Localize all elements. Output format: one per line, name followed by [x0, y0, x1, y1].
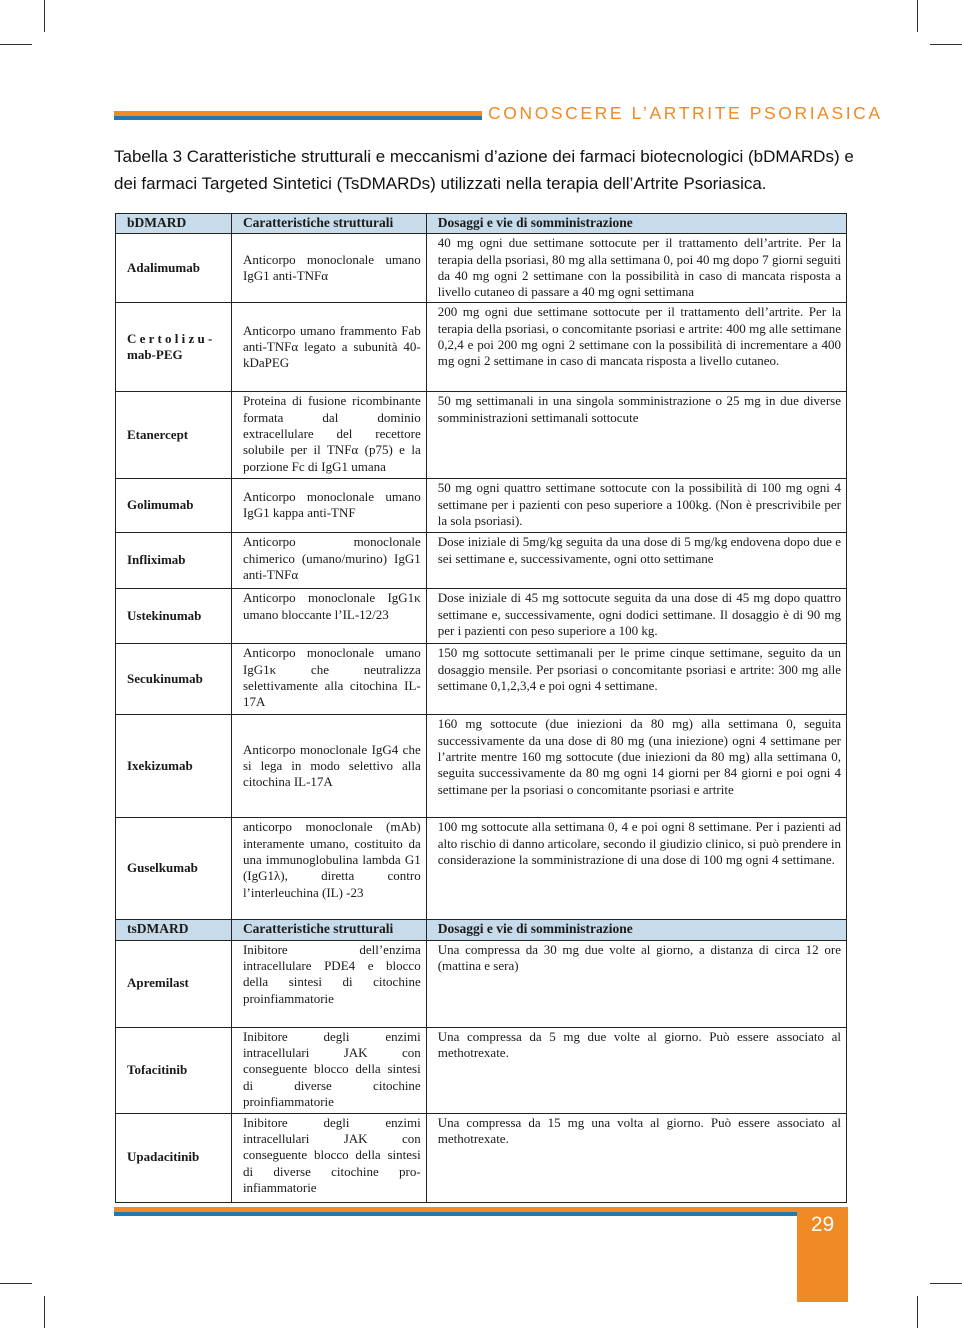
tsdmard-header-dosage: Dosaggi e vie di somministrazione: [426, 920, 846, 940]
structure-cell: Anticorpo monoclonale IgG4 che si lega in modo selettivo alla citochina IL-17A: [231, 715, 426, 818]
crop-mark: [44, 0, 45, 32]
structure-cell: Anticorpo monoclonale chimerico (umano/murino) IgG1 anti-TNFα: [231, 533, 426, 589]
drug-name: Secukinumab: [116, 644, 232, 715]
drug-name: Upadacitinib: [116, 1113, 232, 1202]
tsdmard-row: [116, 1027, 847, 1113]
drug-name: Apremilast: [116, 940, 232, 1027]
drug-name: C e r t o l i z u - mab-PEG: [116, 303, 232, 392]
structure-cell: Anticorpo monoclonale umano IgG1 kappa anti-TNF: [231, 479, 426, 533]
bdmard-row: [116, 303, 847, 392]
page-number-box: [797, 1207, 848, 1302]
crop-mark: [917, 1296, 918, 1328]
bdmard-row: [116, 589, 847, 644]
bdmard-header-dosage: Dosaggi e vie di somministrazione: [426, 214, 846, 234]
structure-cell: Anticorpo monoclonale umano IgG1κ che neutralizza selettivamente alla citochina IL-17A: [231, 644, 426, 715]
drug-name: Infliximab: [116, 533, 232, 589]
tsdmard-header-row: [116, 920, 847, 940]
header-rule: [114, 111, 482, 120]
structure-cell: Anticorpo monoclonale umano IgG1 anti-TNFα: [231, 234, 426, 303]
bdmard-header-first: bDMARD: [116, 214, 232, 234]
bdmard-row: [116, 533, 847, 589]
bdmard-row: [116, 644, 847, 715]
structure-cell: Proteina di fusione ricombinante formata dal dominio extracellulare del recettore solubile per il TNFα (p75) e la porzione Fc di IgG1 umana: [231, 392, 426, 479]
tsdmard-row: [116, 940, 847, 1027]
running-header: CONOSCERE L’ARTRITE PSORIASICA: [488, 103, 883, 123]
crop-mark: [44, 1296, 45, 1328]
drug-name: Golimumab: [116, 479, 232, 533]
crop-mark: [0, 44, 32, 45]
bdmard-row: [116, 392, 847, 479]
dosage-cell: 100 mg sottocute alla settimana 0, 4 e poi ogni 8 settimane. Per i pazienti ad alto rischio di danno articolare, secondo il giudizio clinico, si può prendere in considerazione la somministrazione di una dose di 100 mg ogni 4 settimane.: [426, 818, 846, 920]
drug-name: Etanercept: [116, 392, 232, 479]
footer-rule: [114, 1207, 797, 1216]
structure-cell: Anticorpo monoclonale IgG1κ umano bloccante l’IL-12/23: [231, 589, 426, 644]
bdmard-row: [116, 234, 847, 303]
tsdmard-header-first: tsDMARD: [116, 920, 232, 940]
dosage-cell: 40 mg ogni due settimane sottocute per il trattamento dell’artrite. Per la terapia della psoriasi, 80 mg alla settimana 0, poi 40 mg dopo 7 giorni seguiti da 40 mg ogni 2 settimane con la possibilità in caso di mancata risposta a livello cutaneo di passare a 40 mg ogni settimana: [426, 234, 846, 303]
structure-cell: Anticorpo umano frammento Fab anti-TNFα legato a subunità 40-kDaPEG: [231, 303, 426, 392]
crop-mark: [930, 44, 962, 45]
tsdmard-header-structure: Caratteristiche strutturali: [231, 920, 426, 940]
drug-name: Guselkumab: [116, 818, 232, 920]
dosage-cell: 200 mg ogni due settimane sottocute per il trattamento dell’artrite. Per la terapia della psoriasi, o concomitante psoriasi e artrite: 400 mg alle settimane 0,2,4 e poi 200 mg ogni 2 settimane con la possibilità di incrementare a 400 mg ogni 2 settimane in caso di mancata risposta a livello cutaneo.: [426, 303, 846, 392]
crop-mark: [0, 1283, 32, 1284]
bdmard-row: [116, 715, 847, 818]
structure-cell: anticorpo monoclonale (mAb) interamente umano, costituito da una immunoglobulina lambda G1 (IgG1λ), diretta contro l’interleuchina (IL) -23: [231, 818, 426, 920]
dosage-cell: Dose iniziale di 45 mg sottocute seguita da una dose di 45 mg dopo quattro settimane e, successivamente, ogni dodici settimane. Il dosaggio è di 90 mg per i pazienti con peso superiore a 100 kg.: [426, 589, 846, 644]
dosage-cell: Una compressa da 5 mg due volte al giorno. Può essere associato al methotrexate.: [426, 1027, 846, 1113]
dosage-cell: Una compressa da 15 mg una volta al giorno. Può essere associato al methotrexate.: [426, 1113, 846, 1202]
crop-mark: [917, 0, 918, 32]
structure-cell: Inibitore degli enzimi intracellulari JAK con conseguente blocco della sintesi di diverse citochine proinfiammatorie: [231, 1027, 426, 1113]
dosage-cell: 50 mg ogni quattro settimane sottocute con la possibilità di 100 mg ogni 4 settimane per i pazienti con peso superiore a 100kg. (Non è prescrivibile per la sola psoriasi).: [426, 479, 846, 533]
drug-name: Adalimumab: [116, 234, 232, 303]
drug-table: [115, 213, 847, 1203]
drug-name: Ustekinumab: [116, 589, 232, 644]
crop-mark: [930, 1283, 962, 1284]
table-caption: Tabella 3 Caratteristiche strutturali e meccanismi d’azione dei farmaci biotecnologici (bDMARDs) e dei farmaci Targeted Sintetici (TsDMARDs) utilizzati nella terapia dell’Artrite Psoriasica.: [114, 147, 854, 193]
drug-name: Ixekizumab: [116, 715, 232, 818]
structure-cell: Inibitore dell’enzima intracellulare PDE4 e blocco della sintesi di citochine proinfiammatorie: [231, 940, 426, 1027]
dosage-cell: 160 mg sottocute (due iniezioni da 80 mg) alla settimana 0, seguita successivamente da una dose di 80 mg (una iniezione) ogni 4 settimane per l’artrite mentre 160 mg sottocute (due iniezioni da 80 mg) alla settimana 0, seguita successivamente da 80 mg ogni 14 giorni per 84 giorni e poi ogni 4 settimane per la psoriasi o concomitante psoriasi e artrite: [426, 715, 846, 818]
page-number: 29: [810, 1213, 835, 1236]
bdmard-header-structure: Caratteristiche strutturali: [231, 214, 426, 234]
dosage-cell: 50 mg settimanali in una singola somministrazione o 25 mg in due diverse somministrazioni settimanali sottocute: [426, 392, 846, 479]
dosage-cell: 150 mg sottocute settimanali per le prime cinque settimane, seguito da un dosaggio mensile. Per psoriasi o concomitante psoriasi e artrite: 300 mg alle settimane 0,1,2,3,4 e poi ogni 4 settimane.: [426, 644, 846, 715]
bdmard-row: [116, 818, 847, 920]
bdmard-row: [116, 479, 847, 533]
structure-cell: Inibitore degli enzimi intracellulari JAK con conseguente blocco della sintesi di diverse citochine pro-infiammatorie: [231, 1113, 426, 1202]
tsdmard-row: [116, 1113, 847, 1202]
drug-name: Tofacitinib: [116, 1027, 232, 1113]
dosage-cell: Una compressa da 30 mg due volte al giorno, a distanza di circa 12 ore (mattina e sera): [426, 940, 846, 1027]
bdmard-header-row: [116, 214, 847, 234]
dosage-cell: Dose iniziale di 5mg/kg seguita da una dose di 5 mg/kg endovena dopo due e sei settimane e, successivamente, ogni otto settimane: [426, 533, 846, 589]
